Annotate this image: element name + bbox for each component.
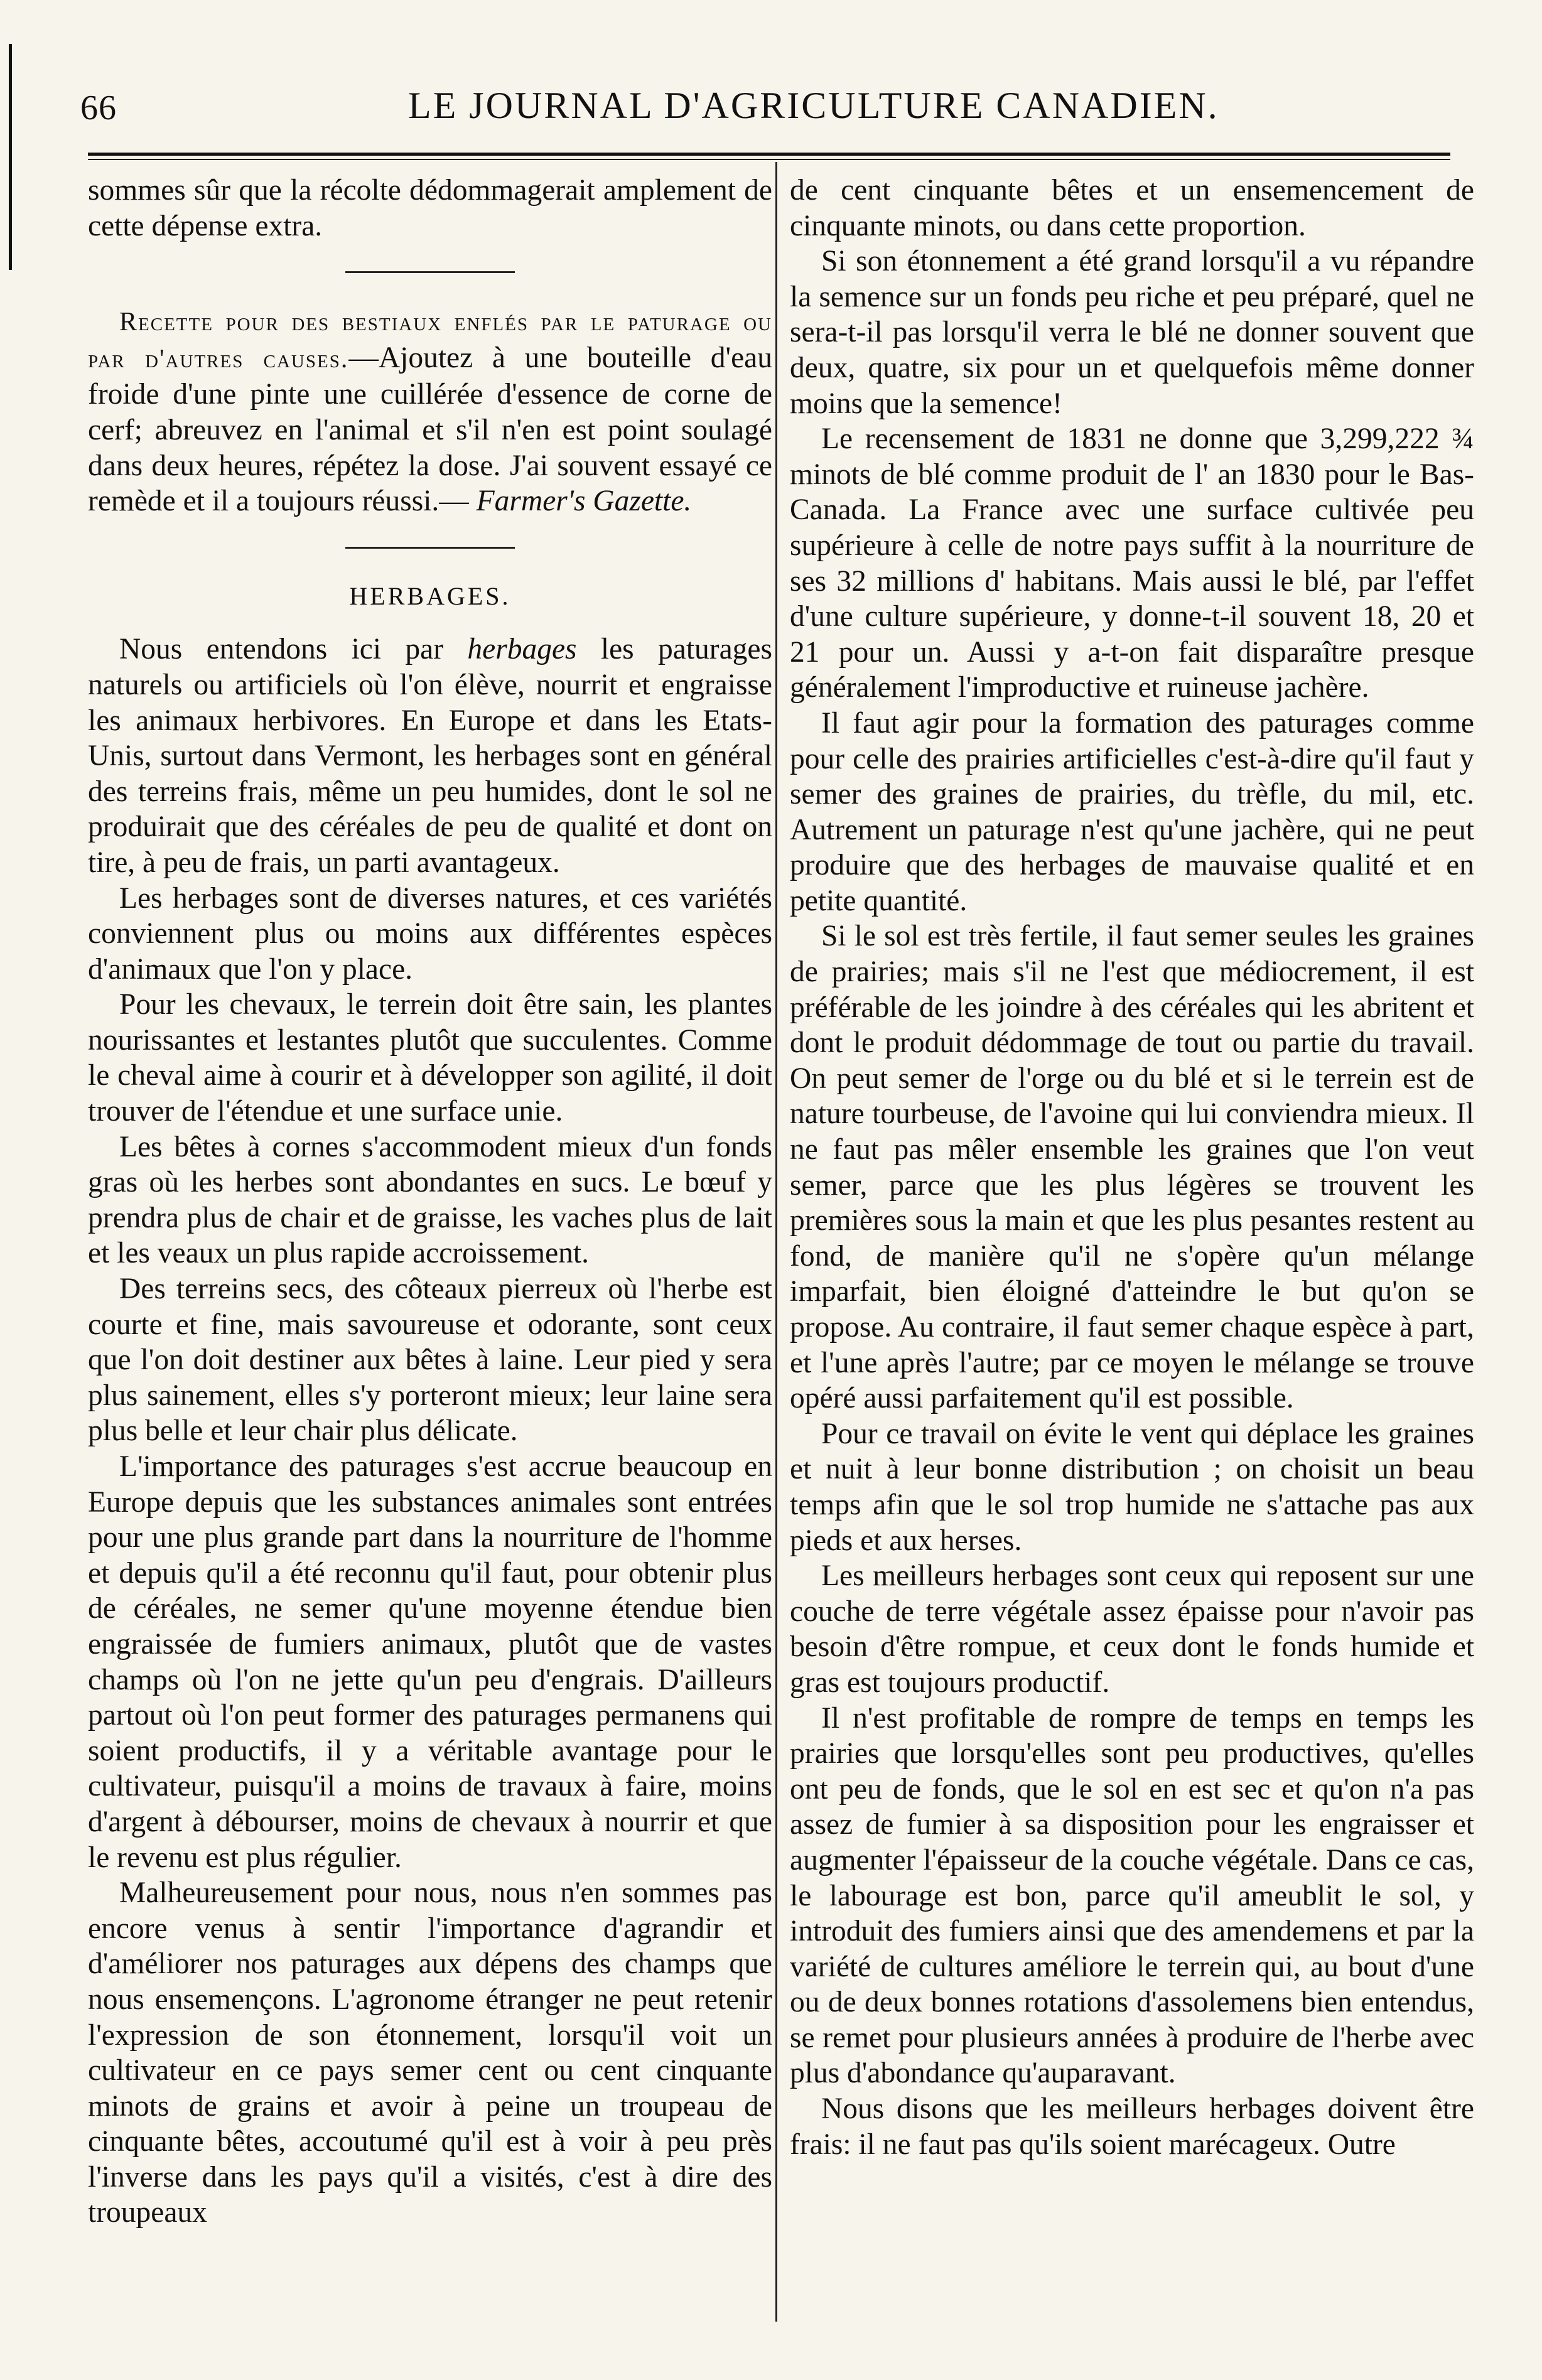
paragraph: Le recensement de 1831 ne donne que 3,299,222 ¾ minots de blé comme produit de l' an 1830 pour le Bas-Canada. La France avec une surface cultivée peu supérieure à celle de notre pays suffit à la nourriture de ses 32 millions d' habitans. Mais aussi le blé, par l'effet d'une culture supérieure, y donne-t-il souvent 18, 20 et 21 pour un. Aussi y a-t-on fait disparaître presque généralement l'improductive et ruineuse jachère. bbox=[790, 423, 1474, 704]
right-column bbox=[790, 173, 1474, 2162]
paragraph: Il faut agir pour la formation des paturages comme pour celle des prairies artificielles c'est-à-dire qu'il faut y semer des graines de prairies, du trèfle, du mil, etc. Autrement un paturage n'est qu'une jachère, qui ne peut produire que des herbages de mauvaise qualité et en petite quantité. bbox=[790, 706, 1474, 917]
paragraph: Les bêtes à cornes s'accommodent mieux d'un fonds gras où les herbes sont abondantes en sucs. Le bœuf y prendra plus de chair et de graisse, les vaches plus de lait et les veaux un plus rapide accroissement. bbox=[88, 1130, 772, 1270]
column-divider bbox=[775, 162, 777, 2322]
section-heading: HERBAGES. bbox=[349, 581, 511, 610]
recipe-paragraph bbox=[88, 303, 772, 519]
header-rule bbox=[88, 153, 1450, 156]
paragraph: Pour les chevaux, le terrein doit être sain, les plantes nourissantes et lestantes plutôt que succulentes. Comme le cheval aime à courir et à développer son agilité, il doit trouver de l'étendue et une surface unie. bbox=[88, 988, 772, 1128]
paragraph: Si son étonnement a été grand lorsqu'il a vu répandre la semence sur un fonds peu riche et peu préparé, quel ne sera-t-il pas lorsqu'il verra le blé ne donner souvent que deux, quatre, six pour un et quelquefois même donner moins que la semence! bbox=[790, 245, 1474, 420]
paragraph: de cent cinquante bêtes et un ensemencement de cinquante minots, ou dans cette proportion. bbox=[790, 174, 1474, 242]
recipe-title: Recette pour des bestiaux enflés par le paturage ou par d'autres causes. bbox=[88, 308, 772, 374]
recipe-source: Farmer's Gazette. bbox=[476, 485, 692, 518]
recipe-body: —Ajoutez à une bouteille d'eau froide d'une pinte une cuillérée d'essence de corne de cerf; abreuvez en l'animal et s'il n'en est point soulagé dans deux heures, répétez la dose. J'ai souvent essayé ce remède et il a toujours réussi.— bbox=[88, 341, 772, 518]
header-rule-thin bbox=[88, 159, 1450, 160]
margin-rule bbox=[9, 44, 12, 270]
paragraph: Si le sol est très fertile, il faut semer seules les graines de prairies; mais s'il ne l'est que médiocrement, il est préférable de les joindre à des céréales qui les abritent et dont le produit dédommage de tout ou partie du travail. On peut semer de l'orge ou du blé et si le terrein est de nature tourbeuse, de l'avoine qui lui conviendra mieux. Il ne faut pas mêler ensemble les graines que l'on veut semer, parce que les plus légères se trouvent les premières sous la main et que les plus pesantes restent au fond, de manière qu'il ne s'opère qu'un mélange imparfait, bien éloigné d'atteindre le but qu'on se propose. Au contraire, il faut semer chaque espèce à part, et l'une après l'autre; par ce moyen le mélange se trouve opéré aussi parfaitement qu'il est possible. bbox=[790, 920, 1474, 1415]
left-column bbox=[88, 173, 772, 2231]
paragraph: sommes sûr que la récolte dédommagerait amplement de cette dépense extra. bbox=[88, 174, 772, 242]
section-separator bbox=[345, 271, 515, 273]
paragraph: Les herbages sont de diverses natures, et ces variétés conviennent plus ou moins aux différentes espèces d'animaux que l'on y place. bbox=[88, 881, 772, 986]
paragraph: Malheureusement pour nous, nous n'en sommes pas encore venus à sentir l'importance d'agrandir et d'améliorer nos paturages aux dépens des champs que nous ensemençons. L'agronome étranger ne peut retenir l'expression de son étonnement, lorsqu'il voit un cultivateur en ce pays semer cent ou cent cinquante minots de grains et avoir à peine un troupeau de cinquante bêtes, accoutumé qu'il est à voir à peu près l'inverse dans les pays qu'il a visités, c'est à dire des troupeaux bbox=[88, 1877, 772, 2229]
text-run: les paturages naturels ou artificiels où l'on élève, nourrit et engraisse les animaux herbivores. En Europe et dans les Etats-Unis, surtout dans Vermont, les herbages sont en général des terreins frais, même un peu humides, dont le sol ne produirait que des céréales de peu de qualité et dont on tire, à peu de frais, un parti avantageux. bbox=[88, 633, 773, 879]
paragraph: L'importance des paturages s'est accrue beaucoup en Europe depuis que les substances animales sont entrées pour une plus grande part dans la nourriture de l'homme et depuis qu'il a été reconnu qu'il faut, pour obtenir plus de céréales, ne semer qu'une moyenne étendue bien engraissée de fumiers animaux, plutôt que de vastes champs où l'on ne jette qu'un peu d'engrais. D'ailleurs partout où l'on peut former des paturages permanens qui soient productifs, il y a véritable avantage pour le cultivateur, puisqu'il a moins de travaux à faire, moins d'argent à débourser, moins de chevaux à nourrir et que le revenu est plus régulier. bbox=[88, 1450, 772, 1874]
paragraph: Il n'est profitable de rompre de temps en temps les prairies que lorsqu'elles sont peu productives, qu'elles ont peu de fonds, que le sol en est sec et qu'on n'a pas assez de fumier à sa disposition pour les engraisser et augmenter l'épaisseur de la couche végétale. Dans ce cas, le labourage est bon, parce qu'il ameublit le sol, y introduit des fumiers ainsi que des amendemens et par la variété de cultures améliore le terrein qui, au bout d'une ou de deux bonnes rotations d'assolemens bien entendus, se remet pour plusieurs années à produire de l'herbe avec plus d'abondance qu'auparavant. bbox=[790, 1701, 1474, 2090]
italic-term: herbages bbox=[467, 633, 577, 666]
paragraph: Pour ce travail on évite le vent qui déplace les graines et nuit à leur bonne distribution ; on choisit un beau temps afin que le sol trop humide ne s'attache pas aux pieds et aux herses. bbox=[790, 1417, 1474, 1557]
paragraph: Les meilleurs herbages sont ceux qui reposent sur une couche de terre végétale assez épaisse pour n'avoir pas besoin d'être rompue, et ceux dont le fonds humide et gras est toujours productif. bbox=[790, 1559, 1474, 1699]
running-title: LE JOURNAL D'AGRICULTURE CANADIEN. bbox=[408, 85, 1219, 126]
paragraph bbox=[88, 632, 772, 880]
text-run: Nous entendons ici par bbox=[119, 633, 468, 666]
section-separator bbox=[345, 547, 515, 549]
paragraph: Des terreins secs, des côteaux pierreux où l'herbe est courte et fine, mais savoureuse et odorante, sont ceux que l'on doit destiner aux bêtes à laine. Leur pied y sera plus sainement, elles s'y porteront mieux; leur laine sera plus belle et leur chair plus délicate. bbox=[88, 1273, 772, 1448]
page-number: 66 bbox=[80, 89, 117, 127]
paragraph: Nous disons que les meilleurs herbages doivent être frais: il ne faut pas qu'ils soient marécageux. Outre bbox=[790, 2092, 1474, 2161]
